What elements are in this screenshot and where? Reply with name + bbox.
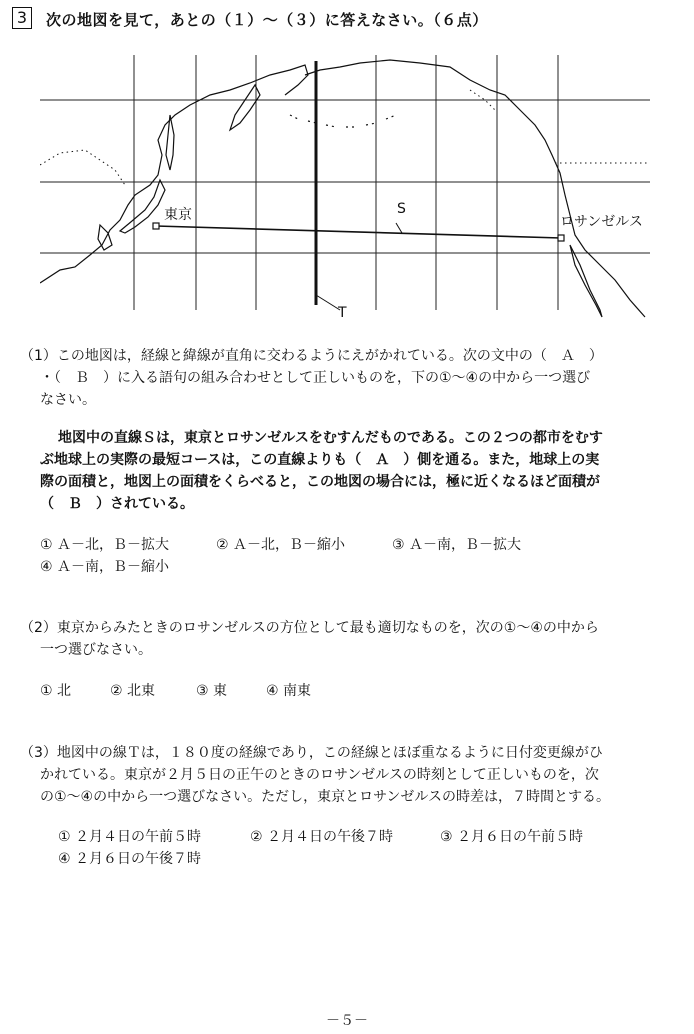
q3-line-1: （3）地図中の線Ｔは，１８０度の経線であり，この経線とほぼ重なるように日付変更線がひ — [20, 745, 603, 761]
coastlines — [40, 60, 645, 317]
q1-passage-line-1: 地図中の直線Ｓは，東京とロサンゼルスをむすんだものである。この２つの都市をむす — [58, 430, 603, 446]
q1-line-3: なさい。 — [40, 392, 96, 408]
label-tokyo: 東京 — [164, 207, 192, 223]
la-marker — [558, 235, 564, 241]
q2-option-1[interactable]: ① 北 — [40, 683, 72, 699]
q1-line-1: （1）この地図は，経線と緯線が直角に交わるようにえがかれている。次の文中の（ Ａ ） — [20, 348, 603, 364]
q1-line-2: ・（ Ｂ ）に入る語句の組み合わせとして正しいものを，下の①～④の中から一つ選び — [40, 370, 591, 386]
q3-line-3: の①～④の中から一つ選びなさい。ただし，東京とロサンゼルスの時差は，７時間とする。 — [40, 789, 610, 805]
q3-option-2[interactable]: ② ２月４日の午後７時 — [250, 829, 394, 845]
q2-option-2[interactable]: ② 北東 — [110, 683, 156, 699]
q2-line-1: （2）東京からみたときのロサンゼルスの方位として最も適切なものを，次の①～④の中から — [20, 620, 599, 636]
q1-passage-line-2: ぶ地球上の実際の最短コースは，この直線よりも（ Ａ ）側を通る。また，地球上の実 — [40, 452, 600, 468]
line-s-leader — [396, 223, 402, 233]
label-s: S — [397, 201, 406, 217]
q1-passage-line-3: 際の面積と，地図上の面積をくらべると，この地図の場合には，極に近くなるほど面積が — [40, 474, 600, 490]
page-number: －５－ — [326, 1013, 368, 1029]
pacific-map — [40, 55, 650, 320]
q1-passage-line-4: （ Ｂ ）されている。 — [40, 496, 194, 512]
q3-line-2: かれている。東京が２月５日の正午のときのロサンゼルスの時刻として正しいものを，次 — [40, 767, 599, 783]
q2-line-2: 一つ選びなさい。 — [40, 642, 152, 658]
q2-option-4[interactable]: ④ 南東 — [266, 683, 312, 699]
q1-option-3[interactable]: ③ Ａ－南，Ｂ－拡大 — [392, 537, 522, 553]
q1-option-2[interactable]: ② Ａ－北，Ｂ－縮小 — [216, 537, 346, 553]
q1-option-4[interactable]: ④ Ａ－南，Ｂ－縮小 — [40, 559, 170, 575]
q1-option-1[interactable]: ① Ａ－北，Ｂ－拡大 — [40, 537, 170, 553]
label-los-angeles: ロサンゼルス — [560, 214, 643, 230]
line-t-leader — [316, 295, 340, 310]
question-header: 次の地図を見て，あとの（１）～（３）に答えなさい。（６点） — [46, 11, 488, 29]
q3-option-3[interactable]: ③ ２月６日の午前５時 — [440, 829, 584, 845]
q3-option-1[interactable]: ① ２月４日の午前５時 — [58, 829, 202, 845]
tokyo-marker — [153, 223, 159, 229]
question-number-box: 3 — [12, 7, 32, 29]
q3-option-4[interactable]: ④ ２月６日の午後７時 — [58, 851, 202, 867]
q2-option-3[interactable]: ③ 東 — [196, 683, 228, 699]
line-s — [156, 226, 561, 238]
label-t: T — [338, 305, 347, 320]
